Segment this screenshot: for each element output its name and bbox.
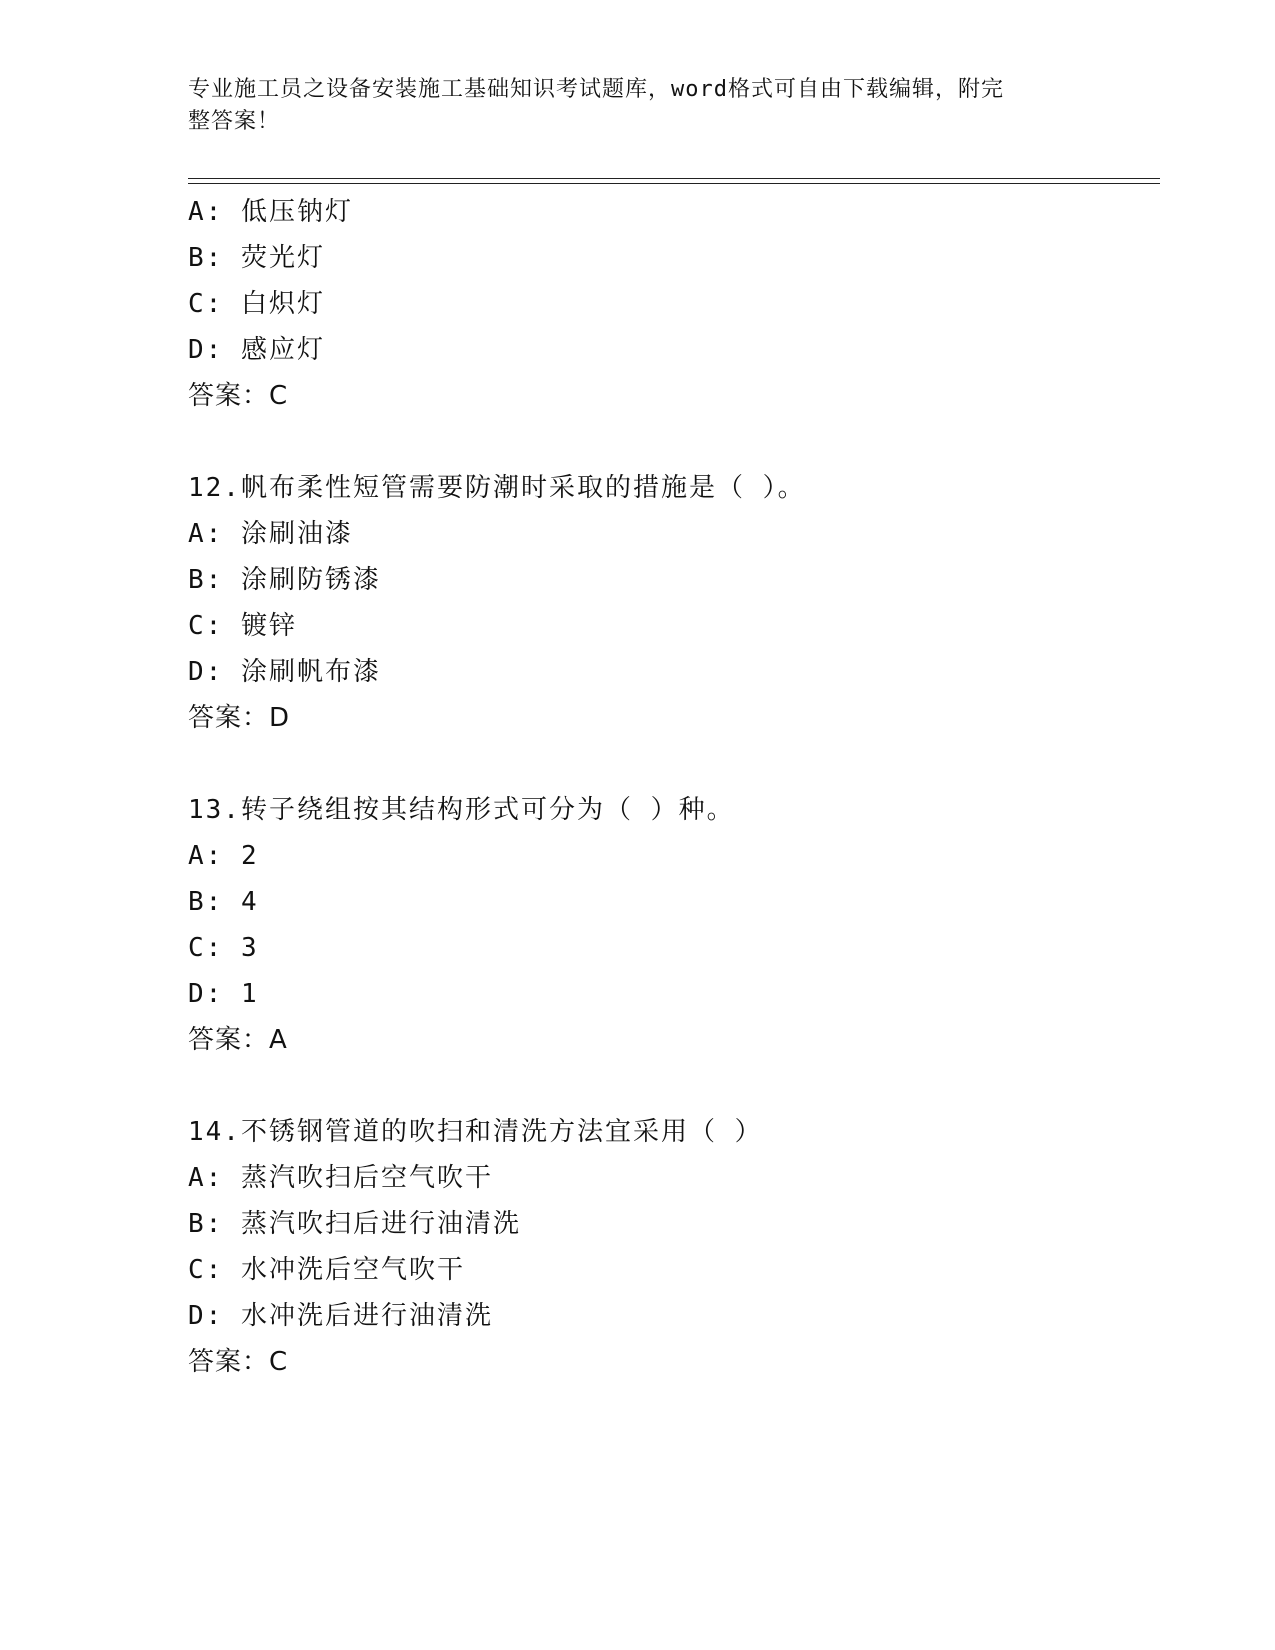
document-header [188, 74, 1088, 138]
option-d: D: 涂刷帆布漆 [188, 657, 381, 687]
answer-line: 答案：D [188, 703, 291, 733]
header-line-1: 专业施工员之设备安装施工基础知识考试题库，word格式可自由下载编辑，附完 [188, 77, 1004, 102]
option-b: B: 荧光灯 [188, 243, 325, 273]
header-line-2: 整答案！ [188, 109, 281, 134]
header-divider-bottom [188, 183, 1160, 184]
spacer [188, 741, 1160, 787]
option-c: C: 水冲洗后空气吹干 [188, 1255, 465, 1285]
answer-line: 答案：A [188, 1025, 288, 1055]
question-14 [188, 1109, 1160, 1385]
option-c: C: 白炽灯 [188, 289, 325, 319]
question-11 [188, 189, 1160, 419]
question-stem: 13.转子绕组按其结构形式可分为（ ）种。 [188, 795, 735, 825]
question-list [188, 189, 1160, 1385]
question-13 [188, 787, 1160, 1063]
option-a: A: 涂刷油漆 [188, 519, 353, 549]
option-c: C: 镀锌 [188, 611, 297, 641]
option-b: B: 蒸汽吹扫后进行油清洗 [188, 1209, 521, 1239]
header-divider-top [188, 178, 1160, 179]
answer-line: 答案：C [188, 381, 289, 411]
spacer [188, 1063, 1160, 1109]
question-stem: 12.帆布柔性短管需要防潮时采取的措施是（ ）。 [188, 473, 806, 503]
option-a: A: 低压钠灯 [188, 197, 353, 227]
spacer [188, 419, 1160, 465]
option-c: C: 3 [188, 933, 259, 963]
option-a: A: 蒸汽吹扫后空气吹干 [188, 1163, 493, 1193]
option-d: D: 1 [188, 979, 259, 1009]
option-b: B: 4 [188, 887, 259, 917]
option-b: B: 涂刷防锈漆 [188, 565, 381, 595]
option-d: D: 水冲洗后进行油清洗 [188, 1301, 493, 1331]
question-12 [188, 465, 1160, 741]
question-stem: 14.不锈钢管道的吹扫和清洗方法宜采用（ ） [188, 1117, 763, 1147]
option-a: A: 2 [188, 841, 259, 871]
option-d: D: 感应灯 [188, 335, 325, 365]
answer-line: 答案：C [188, 1347, 289, 1377]
